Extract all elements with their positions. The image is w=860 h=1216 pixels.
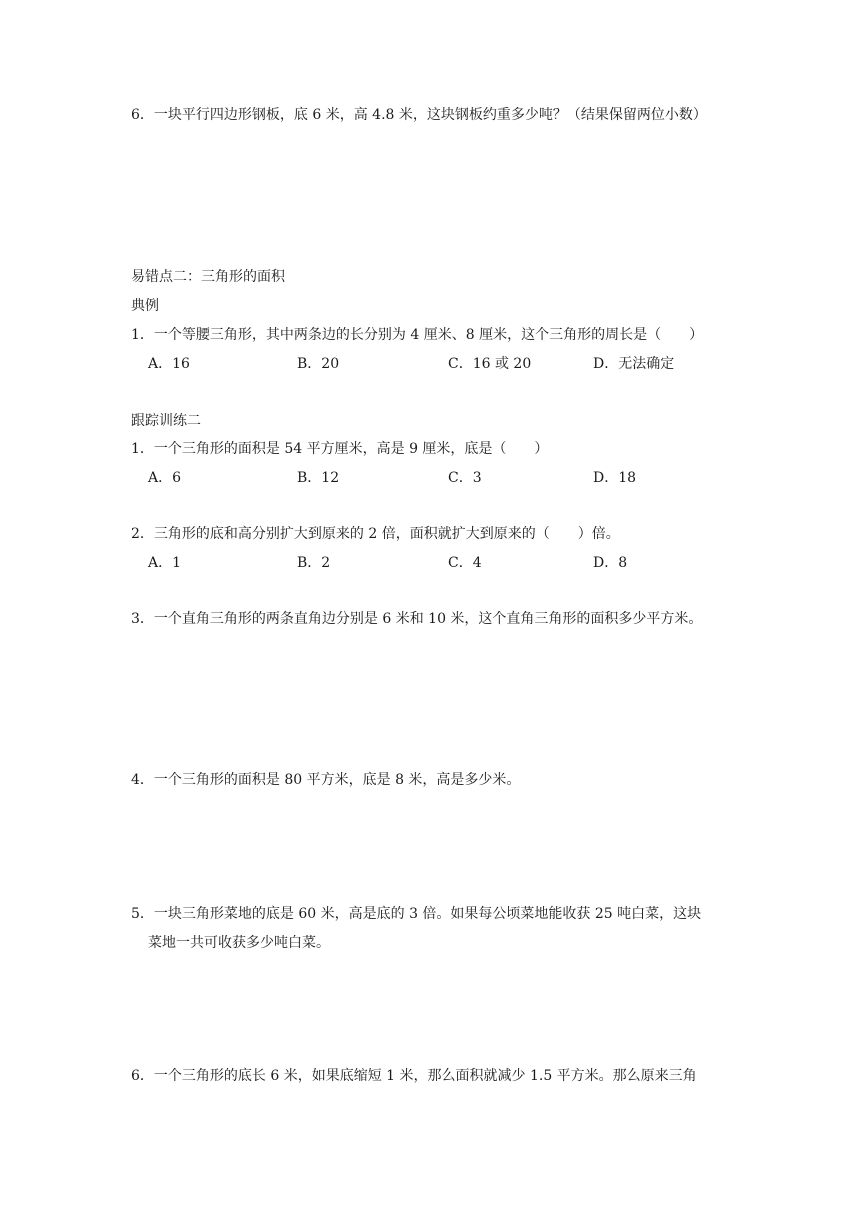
option-c: C．3 — [448, 470, 482, 486]
training-label: 跟踪训练二 — [131, 413, 201, 429]
option-b: B．20 — [297, 356, 340, 372]
option-b: B．2 — [297, 555, 331, 571]
question-6-prev: 6．一块平行四边形钢板，底 6 米，高 4.8 米，这块钢板约重多少吨？（结果保留两位小数） — [131, 107, 707, 123]
option-a: A．16 — [148, 356, 190, 372]
option-b: B．12 — [297, 470, 340, 486]
option-d: D．8 — [593, 555, 628, 571]
option-d: D．无法确定 — [593, 356, 675, 372]
section-title: 易错点二：三角形的面积 — [131, 269, 285, 285]
option-a: A．1 — [148, 555, 182, 571]
option-c: C．16 或 20 — [448, 356, 532, 372]
example-question-1: 1．一个等腰三角形，其中两条边的长分别为 4 厘米、8 厘米，这个三角形的周长是（ ） — [131, 327, 704, 343]
training-question-5-cont: 菜地一共可收获多少吨白菜。 — [148, 935, 330, 951]
option-a: A．6 — [148, 470, 182, 486]
option-d: D．18 — [593, 470, 637, 486]
training-question-2: 2．三角形的底和高分别扩大到原来的 2 倍，面积就扩大到原来的（ ）倍。 — [131, 526, 620, 542]
training-question-3: 3．一个直角三角形的两条直角边分别是 6 米和 10 米，这个直角三角形的面积多少平方米。 — [131, 611, 703, 627]
training-question-4: 4．一个三角形的面积是 80 平方米，底是 8 米，高是多少米。 — [131, 772, 521, 788]
training-question-5: 5．一块三角形菜地的底是 60 米，高是底的 3 倍。如果每公顷菜地能收获 25 吨白菜，这块 — [131, 906, 702, 922]
training-question-1: 1．一个三角形的面积是 54 平方厘米，高是 9 厘米，底是（ ） — [131, 441, 549, 457]
option-c: C．4 — [448, 555, 482, 571]
example-label: 典例 — [131, 298, 159, 314]
training-question-6: 6．一个三角形的底长 6 米，如果底缩短 1 米，那么面积就减少 1.5 平方米。那么原来三角 — [131, 1068, 697, 1084]
